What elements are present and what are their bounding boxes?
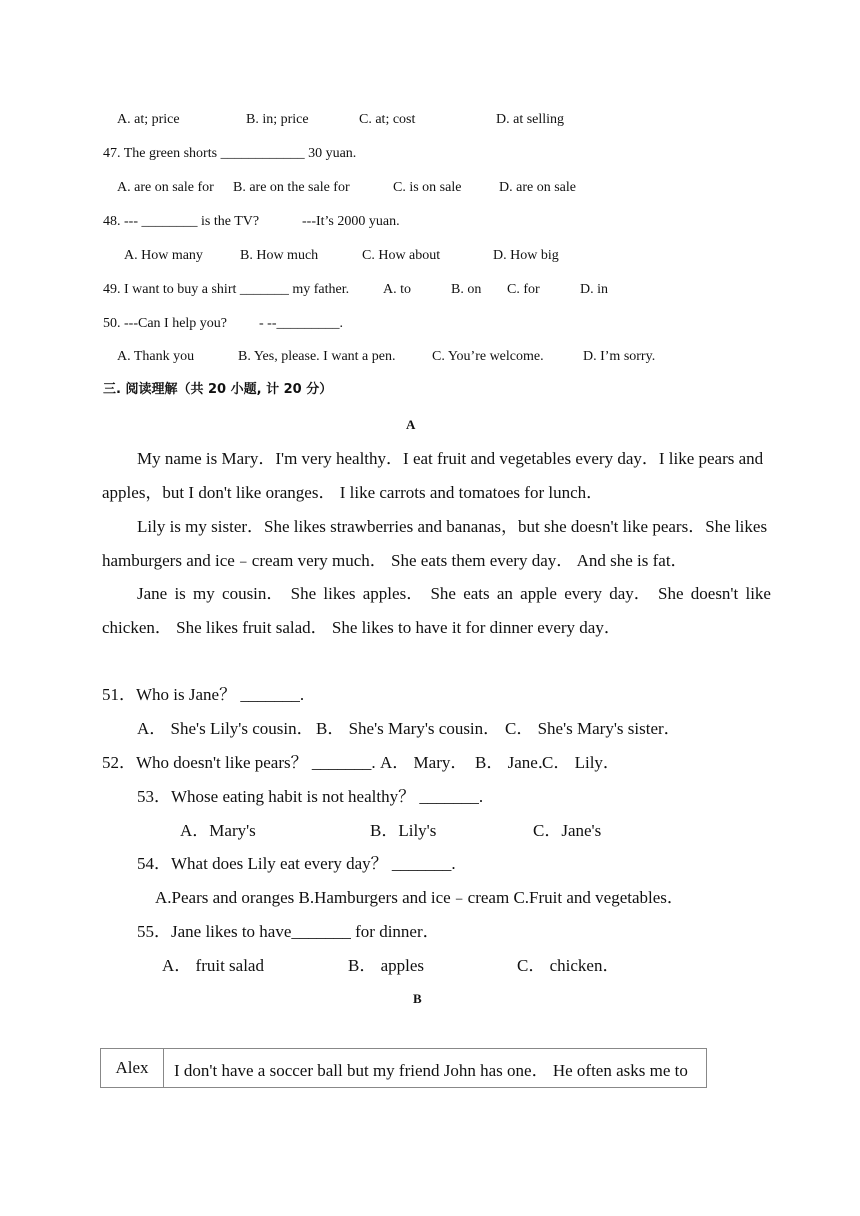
q53-option-a: A．Mary's (180, 821, 256, 840)
passage-b-table (100, 1048, 707, 1088)
q50-option-a: A. Thank you (117, 349, 195, 364)
q55-option-b: B． apples (348, 956, 425, 975)
passage-a-line-4: hamburgers and ice﹣cream very much． She eats them every day． And she is fat． (102, 551, 688, 570)
table-cell-name: Alex (101, 1049, 164, 1088)
q50-option-c: C. You’re welcome. (432, 349, 544, 364)
q48-option-d: D. How big (493, 248, 559, 263)
q50-option-b: B. Yes, please. I want a pen. (238, 349, 396, 364)
passage-b-label: B (413, 991, 422, 1006)
q52-option-b: B． Jane． (475, 753, 555, 772)
question-55: 55．Jane likes to have_______ for dinner． (137, 922, 440, 941)
passage-a-line-5: Jane is my cousin． She likes apples． She eats an apple every day． She doesn't like (137, 584, 771, 603)
q51-option-b: B． She's Mary's cousin． (316, 719, 501, 738)
q49-option-c: C. for (507, 282, 540, 297)
question-50: 50. ---Can I help you? (103, 316, 228, 331)
question-49: 49. I want to buy a shirt _______ my father. (103, 282, 350, 297)
q49-option-d: D. in (580, 282, 608, 297)
q47-option-d: D. are on sale (499, 180, 576, 195)
q46-option-c: C. at; cost (359, 112, 416, 127)
q48-option-b: B. How much (240, 248, 319, 263)
q55-option-c: C． chicken． (517, 956, 620, 975)
passage-a-line-1: My name is Mary．I'm very healthy．I eat fruit and vegetables every day．I like pears and (137, 449, 764, 468)
q54-options: A.Pears and oranges B.Hamburgers and ice﹣cream C.Fruit and vegetables． (155, 888, 684, 907)
q50-option-d: D. I’m sorry. (583, 349, 656, 364)
q51-option-c: C． She's Mary's sister． (505, 719, 681, 738)
question-48: 48. --- ________ is the TV? (103, 214, 260, 229)
q52-option-a: A． Mary． (380, 753, 468, 772)
q55-option-a: A． fruit salad (162, 956, 264, 975)
passage-a-line-3: Lily is my sister．She likes strawberries and bananas，but she doesn't like pears．She likes (137, 517, 768, 536)
question-50-answer: - --_________. (259, 316, 343, 331)
question-54: 54．What does Lily eat every day？ _______. (137, 854, 456, 873)
passage-a-label: A (406, 417, 416, 432)
q46-option-a: A. at; price (117, 112, 180, 127)
question-48-answer: ---It’s 2000 yuan. (302, 214, 400, 229)
q46-option-d: D. at selling (496, 112, 565, 127)
q48-option-a: A. How many (124, 248, 203, 263)
question-52: 52．Who doesn't like pears？ _______. (102, 753, 376, 772)
table-cell-text: I don't have a soccer ball but my friend John has one． He often asks me to (164, 1049, 707, 1088)
q53-option-b: B．Lily's (370, 821, 437, 840)
passage-a-line-2: apples，but I don't like oranges． I like carrots and tomatoes for lunch． (102, 483, 604, 502)
q47-option-c: C. is on sale (393, 180, 462, 195)
passage-a-line-6: chicken． She likes fruit salad． She likes to have it for dinner every day． (102, 618, 621, 637)
q47-option-b: B. are on the sale for (233, 180, 350, 195)
q47-option-a: A. are on sale for (117, 180, 214, 195)
q48-option-c: C. How about (362, 248, 441, 263)
q53-option-c: C．Jane's (533, 821, 602, 840)
question-47: 47. The green shorts ____________ 30 yuan. (103, 146, 357, 161)
question-53: 53．Whose eating habit is not healthy？ _______. (137, 787, 484, 806)
section-3-heading: 三. 阅读理解（共 20 小题, 计 20 分） (103, 382, 333, 397)
question-51: 51．Who is Jane？ _______. (102, 685, 305, 704)
table-row (101, 1049, 707, 1088)
q49-option-b: B. on (451, 282, 482, 297)
q49-option-a: A. to (383, 282, 411, 297)
q52-option-c: C． Lily． (542, 753, 620, 772)
q46-option-b: B. in; price (246, 112, 309, 127)
q51-option-a: A． She's Lily's cousin． (137, 719, 314, 738)
